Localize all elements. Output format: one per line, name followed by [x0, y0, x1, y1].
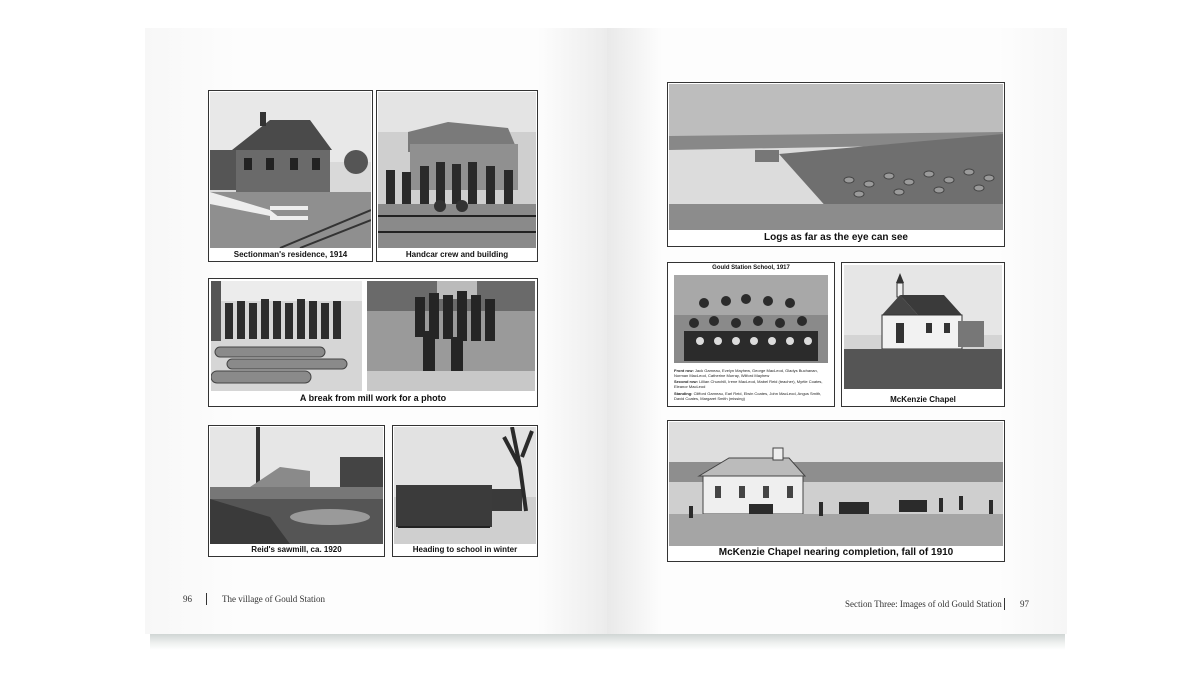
open-book	[145, 28, 1067, 634]
sawmill-photo	[210, 427, 383, 544]
left-page	[145, 28, 607, 634]
right-page	[607, 28, 1067, 634]
school-names-second: Second row: Lillian Churchill, Irene MacLeod, Mabel Reid (teacher), Myrtle Coates, Eleanor MacLeod	[674, 379, 823, 389]
winter-sleigh-photo	[394, 427, 536, 544]
photo-logs[interactable]	[667, 82, 1005, 247]
photo-caption: Sectionman's residence, 1914	[233, 250, 348, 259]
photo-reids-sawmill[interactable]	[208, 425, 385, 557]
chapel-photo	[844, 265, 1002, 389]
photo-caption: Logs as far as the eye can see	[764, 232, 908, 243]
logs-photo	[669, 84, 1003, 230]
book-shadow	[150, 632, 1065, 650]
photo-caption: McKenzie Chapel	[890, 395, 956, 404]
chapel-construction-photo	[669, 422, 1003, 546]
school-class-photo	[674, 275, 828, 363]
running-title: The village of Gould Station	[222, 594, 325, 604]
photo-school-winter[interactable]	[392, 425, 538, 557]
photo-caption: A break from mill work for a photo	[299, 393, 447, 403]
page-number-left: 96	[183, 594, 192, 604]
photo-mckenzie-chapel[interactable]	[841, 262, 1005, 407]
photo-handcar-crew[interactable]	[376, 90, 538, 262]
page-number-right: 97	[1020, 599, 1029, 609]
mill-workers-photo	[211, 281, 362, 391]
photo-caption: Heading to school in winter	[412, 545, 518, 554]
photo-sectionman-residence[interactable]	[208, 90, 373, 262]
handcar-photo	[378, 92, 536, 248]
photo-caption: Handcar crew and building	[405, 250, 509, 259]
school-names-front: Front row: Jack Garneau, Evelyn Mayhew, George MacLeod, Gladys Buchanan, Norman MacLeod, Catherine Murray, Wilford Mayhew	[674, 368, 818, 378]
footer-divider	[206, 593, 207, 605]
photo-caption: McKenzie Chapel nearing completion, fall of 1910	[718, 547, 954, 558]
house-photo	[210, 92, 371, 248]
section-title: Section Three: Images of old Gould Station	[845, 599, 1002, 609]
mill-crew-photo	[367, 281, 535, 391]
photo-caption: Reid's sawmill, ca. 1920	[251, 545, 342, 554]
school-names-standing: Standing: Clifford Garneau, Earl Reid, Elwin Coates, John MacLeod, Angus Smith, David Coates, Margaret Smith (missing)	[674, 391, 822, 401]
photo-chapel-construction[interactable]	[667, 420, 1005, 562]
footer-divider	[1004, 598, 1005, 610]
photo-mill-break[interactable]	[208, 278, 538, 407]
photo-school-1917[interactable]	[667, 262, 835, 407]
school-photo-title: Gould Station School, 1917	[712, 265, 790, 271]
